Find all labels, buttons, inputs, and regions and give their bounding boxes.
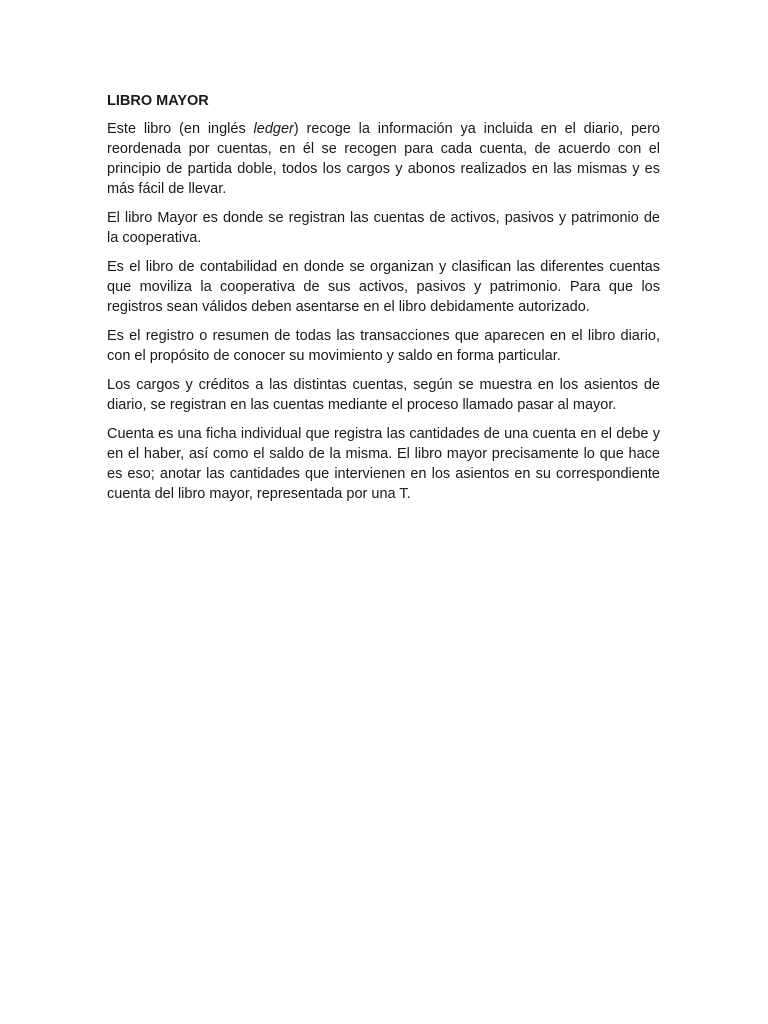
document-title: LIBRO MAYOR [107, 93, 209, 109]
paragraph-3: Es el libro de contabilidad en donde se organizan y clasifican las diferentes cuentas que moviliza la cooperativa de sus activos, pasivos y patrimonio. Para que los registros sean válidos deben asentarse en el libro debidamente autorizado. [107, 259, 660, 315]
paragraph-2: El libro Mayor es donde se registran las cuentas de activos, pasivos y patrimonio de la cooperativa. [107, 210, 660, 246]
paragraph-1 [107, 119, 660, 199]
paragraph-4: Es el registro o resumen de todas las transacciones que aparecen en el libro diario, con el propósito de conocer su movimiento y saldo en forma particular. [107, 328, 660, 364]
document-body [107, 91, 660, 513]
paragraph-5: Los cargos y créditos a las distintas cuentas, según se muestra en los asientos de diario, se registran en las cuentas mediante el proceso llamado pasar al mayor. [107, 377, 660, 413]
paragraph-1-start: Este libro (en inglés [107, 121, 254, 137]
paragraph-6: Cuenta es una ficha individual que registra las cantidades de una cuenta en el debe y en el haber, así como el saldo de la misma. El libro mayor precisamente lo que hace es eso; anotar las cantidades que intervienen en los asientos en su correspondiente cuenta del libro mayor, representada por una T. [107, 426, 660, 502]
paragraph-1-italic-term: ledger [253, 121, 294, 137]
paragraph-1-end: ) recoge la información ya incluida en el diario, pero reordenada por cuentas, en él se recogen para cada cuenta, de acuerdo con el principio de partida doble, todos los cargos y abonos realizados en las mismas y es más fácil de llevar. [107, 121, 660, 197]
